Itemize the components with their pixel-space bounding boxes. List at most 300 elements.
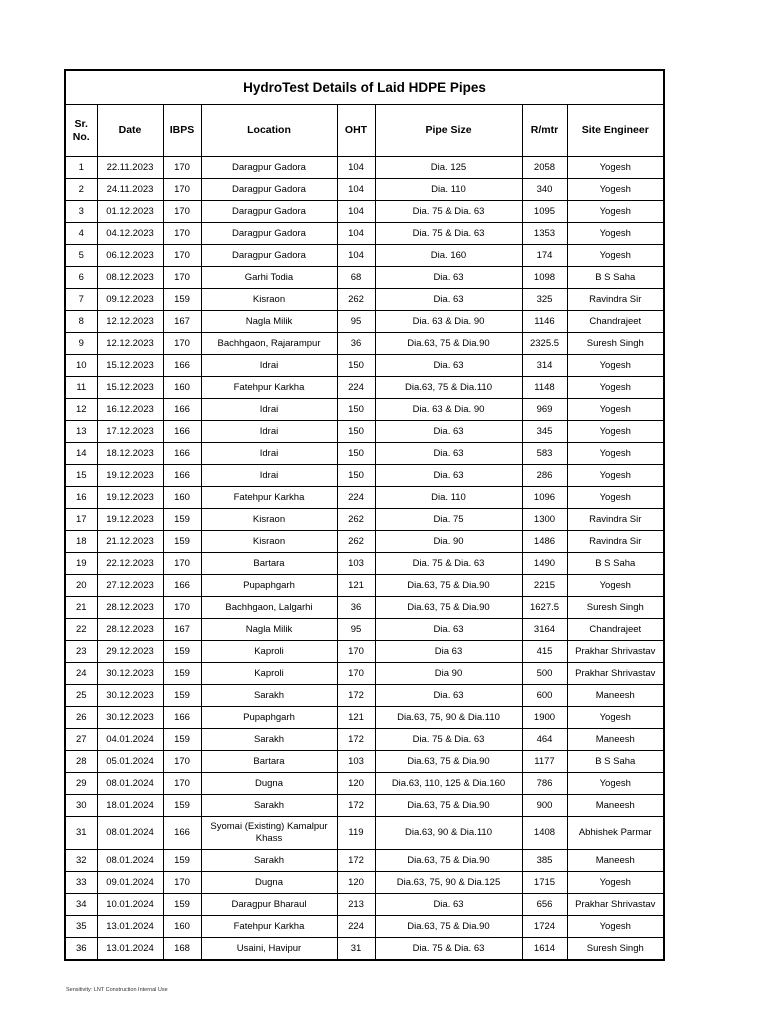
cell-date: 30.12.2023	[97, 685, 163, 707]
cell-location: Daragpur Gadora	[201, 157, 337, 179]
cell-site-engineer: Yogesh	[567, 355, 664, 377]
cell-location: Daragpur Gadora	[201, 179, 337, 201]
cell-site-engineer: Yogesh	[567, 399, 664, 421]
cell-location: Kisraon	[201, 289, 337, 311]
cell-date: 19.12.2023	[97, 509, 163, 531]
table-row	[65, 751, 664, 773]
cell-r-mtr: 583	[522, 443, 567, 465]
cell-site-engineer: Yogesh	[567, 707, 664, 729]
cell-pipe-size: Dia. 110	[375, 179, 522, 201]
cell-date: 08.01.2024	[97, 850, 163, 872]
cell-r-mtr: 1095	[522, 201, 567, 223]
cell-location: Fatehpur Karkha	[201, 487, 337, 509]
cell-site-engineer: Yogesh	[567, 773, 664, 795]
cell-pipe-size: Dia. 75 & Dia. 63	[375, 553, 522, 575]
cell-pipe-size: Dia. 110	[375, 487, 522, 509]
cell-site-engineer: Abhishek Parmar	[567, 817, 664, 850]
cell-ibps: 170	[163, 179, 201, 201]
cell-pipe-size: Dia. 63	[375, 355, 522, 377]
cell-ibps: 166	[163, 443, 201, 465]
cell-pipe-size: Dia. 63	[375, 421, 522, 443]
cell-sr-no: 4	[65, 223, 97, 245]
cell-oht: 36	[337, 333, 375, 355]
cell-site-engineer: Prakhar Shrivastav	[567, 641, 664, 663]
cell-site-engineer: Yogesh	[567, 201, 664, 223]
cell-pipe-size: Dia.63, 75 & Dia.90	[375, 916, 522, 938]
cell-date: 17.12.2023	[97, 421, 163, 443]
cell-pipe-size: Dia. 63	[375, 443, 522, 465]
cell-sr-no: 33	[65, 872, 97, 894]
cell-sr-no: 14	[65, 443, 97, 465]
cell-pipe-size: Dia. 125	[375, 157, 522, 179]
cell-site-engineer: Suresh Singh	[567, 938, 664, 961]
cell-oht: 213	[337, 894, 375, 916]
cell-site-engineer: Yogesh	[567, 916, 664, 938]
cell-pipe-size: Dia. 75 & Dia. 63	[375, 729, 522, 751]
cell-oht: 172	[337, 729, 375, 751]
cell-location: Sarakh	[201, 795, 337, 817]
cell-r-mtr: 1146	[522, 311, 567, 333]
cell-date: 24.11.2023	[97, 179, 163, 201]
cell-pipe-size: Dia. 63	[375, 894, 522, 916]
cell-r-mtr: 314	[522, 355, 567, 377]
cell-oht: 104	[337, 201, 375, 223]
table-row	[65, 938, 664, 961]
cell-date: 05.01.2024	[97, 751, 163, 773]
cell-pipe-size: Dia.63, 90 & Dia.110	[375, 817, 522, 850]
cell-sr-no: 8	[65, 311, 97, 333]
cell-pipe-size: Dia.63, 110, 125 & Dia.160	[375, 773, 522, 795]
cell-pipe-size: Dia.63, 75 & Dia.90	[375, 575, 522, 597]
cell-ibps: 170	[163, 773, 201, 795]
cell-location: Pupaphgarh	[201, 707, 337, 729]
cell-location: Daragpur Bharaul	[201, 894, 337, 916]
cell-ibps: 159	[163, 663, 201, 685]
cell-ibps: 159	[163, 685, 201, 707]
cell-site-engineer: Yogesh	[567, 872, 664, 894]
cell-date: 29.12.2023	[97, 641, 163, 663]
cell-oht: 104	[337, 223, 375, 245]
table-row	[65, 729, 664, 751]
cell-oht: 31	[337, 938, 375, 961]
cell-sr-no: 11	[65, 377, 97, 399]
cell-location: Dugna	[201, 872, 337, 894]
cell-sr-no: 34	[65, 894, 97, 916]
cell-oht: 95	[337, 311, 375, 333]
table-row	[65, 179, 664, 201]
hydrotest-sheet	[64, 69, 663, 961]
cell-pipe-size: Dia. 63	[375, 465, 522, 487]
cell-pipe-size: Dia. 75 & Dia. 63	[375, 938, 522, 961]
cell-oht: 172	[337, 685, 375, 707]
cell-ibps: 166	[163, 355, 201, 377]
cell-ibps: 159	[163, 509, 201, 531]
table-row	[65, 157, 664, 179]
cell-r-mtr: 1148	[522, 377, 567, 399]
cell-pipe-size: Dia. 63	[375, 685, 522, 707]
cell-r-mtr: 500	[522, 663, 567, 685]
cell-site-engineer: Yogesh	[567, 179, 664, 201]
cell-r-mtr: 656	[522, 894, 567, 916]
cell-site-engineer: Ravindra Sir	[567, 531, 664, 553]
cell-sr-no: 28	[65, 751, 97, 773]
cell-date: 13.01.2024	[97, 938, 163, 961]
cell-r-mtr: 1486	[522, 531, 567, 553]
table-row	[65, 850, 664, 872]
cell-ibps: 167	[163, 311, 201, 333]
cell-date: 12.12.2023	[97, 311, 163, 333]
cell-r-mtr: 1098	[522, 267, 567, 289]
cell-location: Sarakh	[201, 850, 337, 872]
cell-site-engineer: B S Saha	[567, 267, 664, 289]
cell-pipe-size: Dia.63, 75, 90 & Dia.110	[375, 707, 522, 729]
header-oht: OHT	[337, 105, 375, 157]
cell-sr-no: 32	[65, 850, 97, 872]
cell-site-engineer: Maneesh	[567, 685, 664, 707]
cell-sr-no: 24	[65, 663, 97, 685]
cell-oht: 262	[337, 289, 375, 311]
table-row	[65, 443, 664, 465]
table-row	[65, 619, 664, 641]
cell-pipe-size: Dia.63, 75, 90 & Dia.125	[375, 872, 522, 894]
cell-ibps: 170	[163, 223, 201, 245]
table-row	[65, 377, 664, 399]
cell-location: Bartara	[201, 553, 337, 575]
cell-ibps: 166	[163, 817, 201, 850]
cell-location: Kisraon	[201, 509, 337, 531]
cell-ibps: 170	[163, 597, 201, 619]
cell-r-mtr: 1353	[522, 223, 567, 245]
cell-location: Kisraon	[201, 531, 337, 553]
cell-site-engineer: Chandrajeet	[567, 311, 664, 333]
table-row	[65, 685, 664, 707]
cell-oht: 150	[337, 399, 375, 421]
table-row	[65, 553, 664, 575]
cell-sr-no: 30	[65, 795, 97, 817]
table-row	[65, 872, 664, 894]
table-row	[65, 267, 664, 289]
cell-sr-no: 9	[65, 333, 97, 355]
cell-site-engineer: Yogesh	[567, 443, 664, 465]
cell-sr-no: 23	[65, 641, 97, 663]
table-row	[65, 641, 664, 663]
cell-site-engineer: Chandrajeet	[567, 619, 664, 641]
cell-r-mtr: 340	[522, 179, 567, 201]
cell-site-engineer: Suresh Singh	[567, 597, 664, 619]
cell-date: 04.01.2024	[97, 729, 163, 751]
cell-date: 19.12.2023	[97, 465, 163, 487]
table-body	[65, 157, 664, 961]
cell-oht: 121	[337, 575, 375, 597]
cell-ibps: 166	[163, 421, 201, 443]
cell-date: 21.12.2023	[97, 531, 163, 553]
cell-ibps: 159	[163, 795, 201, 817]
table-row	[65, 465, 664, 487]
table-title: HydroTest Details of Laid HDPE Pipes	[65, 70, 664, 105]
cell-oht: 224	[337, 377, 375, 399]
header-location: Location	[201, 105, 337, 157]
cell-r-mtr: 2325.5	[522, 333, 567, 355]
cell-sr-no: 3	[65, 201, 97, 223]
cell-location: Daragpur Gadora	[201, 201, 337, 223]
cell-oht: 150	[337, 421, 375, 443]
cell-location: Kaproli	[201, 641, 337, 663]
cell-pipe-size: Dia. 75 & Dia. 63	[375, 201, 522, 223]
cell-r-mtr: 969	[522, 399, 567, 421]
sensitivity-footer: Sensitivity: LNT Construction Internal Use	[66, 987, 168, 993]
table-row	[65, 355, 664, 377]
cell-r-mtr: 1408	[522, 817, 567, 850]
header-row	[65, 105, 664, 157]
cell-ibps: 159	[163, 289, 201, 311]
cell-sr-no: 21	[65, 597, 97, 619]
cell-location: Nagla Milik	[201, 311, 337, 333]
cell-r-mtr: 1627.5	[522, 597, 567, 619]
table-row	[65, 707, 664, 729]
cell-r-mtr: 1300	[522, 509, 567, 531]
table-row	[65, 421, 664, 443]
cell-site-engineer: Prakhar Shrivastav	[567, 894, 664, 916]
hydrotest-table	[64, 69, 665, 961]
table-row	[65, 509, 664, 531]
cell-oht: 104	[337, 245, 375, 267]
cell-ibps: 159	[163, 729, 201, 751]
table-row	[65, 575, 664, 597]
cell-sr-no: 15	[65, 465, 97, 487]
cell-sr-no: 29	[65, 773, 97, 795]
table-row	[65, 289, 664, 311]
cell-ibps: 170	[163, 333, 201, 355]
cell-sr-no: 26	[65, 707, 97, 729]
cell-sr-no: 31	[65, 817, 97, 850]
cell-oht: 224	[337, 487, 375, 509]
cell-date: 18.12.2023	[97, 443, 163, 465]
cell-date: 09.01.2024	[97, 872, 163, 894]
cell-date: 08.01.2024	[97, 773, 163, 795]
cell-sr-no: 12	[65, 399, 97, 421]
cell-date: 22.12.2023	[97, 553, 163, 575]
cell-site-engineer: Ravindra Sir	[567, 509, 664, 531]
cell-ibps: 168	[163, 938, 201, 961]
table-row	[65, 223, 664, 245]
cell-oht: 103	[337, 553, 375, 575]
cell-sr-no: 2	[65, 179, 97, 201]
cell-r-mtr: 286	[522, 465, 567, 487]
cell-r-mtr: 174	[522, 245, 567, 267]
cell-pipe-size: Dia. 75	[375, 509, 522, 531]
cell-location: Dugna	[201, 773, 337, 795]
cell-pipe-size: Dia.63, 75 & Dia.110	[375, 377, 522, 399]
cell-date: 15.12.2023	[97, 377, 163, 399]
cell-date: 15.12.2023	[97, 355, 163, 377]
cell-date: 10.01.2024	[97, 894, 163, 916]
cell-oht: 262	[337, 531, 375, 553]
cell-sr-no: 19	[65, 553, 97, 575]
cell-pipe-size: Dia. 63	[375, 289, 522, 311]
cell-r-mtr: 600	[522, 685, 567, 707]
cell-r-mtr: 1096	[522, 487, 567, 509]
cell-r-mtr: 464	[522, 729, 567, 751]
cell-ibps: 170	[163, 267, 201, 289]
cell-location: Daragpur Gadora	[201, 223, 337, 245]
cell-location: Syomai (Existing) Kamalpur Khass	[201, 817, 337, 850]
cell-date: 08.12.2023	[97, 267, 163, 289]
cell-location: Nagla Milik	[201, 619, 337, 641]
cell-ibps: 170	[163, 157, 201, 179]
cell-site-engineer: Maneesh	[567, 850, 664, 872]
cell-date: 01.12.2023	[97, 201, 163, 223]
cell-date: 08.01.2024	[97, 817, 163, 850]
cell-location: Daragpur Gadora	[201, 245, 337, 267]
header-date: Date	[97, 105, 163, 157]
cell-site-engineer: Prakhar Shrivastav	[567, 663, 664, 685]
cell-oht: 262	[337, 509, 375, 531]
cell-r-mtr: 415	[522, 641, 567, 663]
cell-date: 06.12.2023	[97, 245, 163, 267]
cell-pipe-size: Dia. 75 & Dia. 63	[375, 223, 522, 245]
cell-oht: 36	[337, 597, 375, 619]
cell-date: 28.12.2023	[97, 597, 163, 619]
cell-oht: 104	[337, 179, 375, 201]
cell-pipe-size: Dia.63, 75 & Dia.90	[375, 597, 522, 619]
cell-location: Sarakh	[201, 685, 337, 707]
cell-r-mtr: 2215	[522, 575, 567, 597]
cell-pipe-size: Dia.63, 75 & Dia.90	[375, 751, 522, 773]
cell-ibps: 159	[163, 641, 201, 663]
cell-ibps: 170	[163, 751, 201, 773]
cell-oht: 150	[337, 355, 375, 377]
table-row	[65, 773, 664, 795]
cell-date: 30.12.2023	[97, 663, 163, 685]
cell-sr-no: 16	[65, 487, 97, 509]
cell-site-engineer: B S Saha	[567, 553, 664, 575]
cell-location: Usaini, Havipur	[201, 938, 337, 961]
cell-oht: 170	[337, 663, 375, 685]
cell-oht: 150	[337, 465, 375, 487]
cell-site-engineer: Yogesh	[567, 575, 664, 597]
cell-r-mtr: 1614	[522, 938, 567, 961]
cell-ibps: 159	[163, 894, 201, 916]
cell-r-mtr: 1177	[522, 751, 567, 773]
cell-date: 04.12.2023	[97, 223, 163, 245]
cell-pipe-size: Dia. 63 & Dia. 90	[375, 399, 522, 421]
cell-oht: 172	[337, 795, 375, 817]
cell-date: 19.12.2023	[97, 487, 163, 509]
header-site-engineer: Site Engineer	[567, 105, 664, 157]
cell-r-mtr: 1715	[522, 872, 567, 894]
table-row	[65, 333, 664, 355]
table-row	[65, 201, 664, 223]
cell-site-engineer: Yogesh	[567, 377, 664, 399]
cell-ibps: 160	[163, 377, 201, 399]
header-pipe-size: Pipe Size	[375, 105, 522, 157]
cell-sr-no: 18	[65, 531, 97, 553]
cell-ibps: 170	[163, 553, 201, 575]
cell-oht: 121	[337, 707, 375, 729]
cell-date: 13.01.2024	[97, 916, 163, 938]
cell-sr-no: 13	[65, 421, 97, 443]
cell-sr-no: 36	[65, 938, 97, 961]
table-row	[65, 531, 664, 553]
cell-location: Bartara	[201, 751, 337, 773]
cell-r-mtr: 1724	[522, 916, 567, 938]
cell-location: Bachhgaon, Rajarampur	[201, 333, 337, 355]
cell-site-engineer: Yogesh	[567, 421, 664, 443]
cell-oht: 170	[337, 641, 375, 663]
cell-location: Idrai	[201, 443, 337, 465]
cell-oht: 103	[337, 751, 375, 773]
cell-sr-no: 10	[65, 355, 97, 377]
table-row	[65, 817, 664, 850]
cell-location: Pupaphgarh	[201, 575, 337, 597]
cell-location: Fatehpur Karkha	[201, 916, 337, 938]
cell-site-engineer: Suresh Singh	[567, 333, 664, 355]
cell-location: Fatehpur Karkha	[201, 377, 337, 399]
cell-oht: 120	[337, 773, 375, 795]
cell-ibps: 159	[163, 850, 201, 872]
cell-date: 18.01.2024	[97, 795, 163, 817]
cell-r-mtr: 786	[522, 773, 567, 795]
cell-pipe-size: Dia. 63	[375, 619, 522, 641]
cell-ibps: 166	[163, 399, 201, 421]
cell-sr-no: 17	[65, 509, 97, 531]
table-row	[65, 894, 664, 916]
cell-date: 16.12.2023	[97, 399, 163, 421]
cell-oht: 68	[337, 267, 375, 289]
cell-location: Idrai	[201, 399, 337, 421]
cell-site-engineer: Ravindra Sir	[567, 289, 664, 311]
cell-ibps: 170	[163, 872, 201, 894]
cell-r-mtr: 325	[522, 289, 567, 311]
cell-location: Idrai	[201, 355, 337, 377]
cell-date: 28.12.2023	[97, 619, 163, 641]
cell-pipe-size: Dia.63, 75 & Dia.90	[375, 795, 522, 817]
cell-site-engineer: B S Saha	[567, 751, 664, 773]
cell-oht: 224	[337, 916, 375, 938]
cell-oht: 172	[337, 850, 375, 872]
cell-site-engineer: Yogesh	[567, 245, 664, 267]
cell-location: Idrai	[201, 465, 337, 487]
cell-date: 27.12.2023	[97, 575, 163, 597]
cell-ibps: 166	[163, 465, 201, 487]
cell-r-mtr: 2058	[522, 157, 567, 179]
cell-date: 22.11.2023	[97, 157, 163, 179]
cell-sr-no: 35	[65, 916, 97, 938]
cell-ibps: 166	[163, 707, 201, 729]
cell-location: Idrai	[201, 421, 337, 443]
cell-pipe-size: Dia.63, 75 & Dia.90	[375, 333, 522, 355]
table-row	[65, 916, 664, 938]
cell-site-engineer: Maneesh	[567, 795, 664, 817]
cell-pipe-size: Dia. 90	[375, 531, 522, 553]
cell-ibps: 160	[163, 487, 201, 509]
table-row	[65, 311, 664, 333]
cell-location: Garhi Todia	[201, 267, 337, 289]
cell-oht: 104	[337, 157, 375, 179]
cell-site-engineer: Yogesh	[567, 487, 664, 509]
cell-pipe-size: Dia.63, 75 & Dia.90	[375, 850, 522, 872]
table-row	[65, 399, 664, 421]
cell-pipe-size: Dia. 63	[375, 267, 522, 289]
header-r-mtr: R/mtr	[522, 105, 567, 157]
cell-site-engineer: Yogesh	[567, 157, 664, 179]
table-row	[65, 795, 664, 817]
cell-sr-no: 25	[65, 685, 97, 707]
cell-oht: 120	[337, 872, 375, 894]
cell-ibps: 170	[163, 245, 201, 267]
cell-pipe-size: Dia. 63 & Dia. 90	[375, 311, 522, 333]
cell-ibps: 167	[163, 619, 201, 641]
